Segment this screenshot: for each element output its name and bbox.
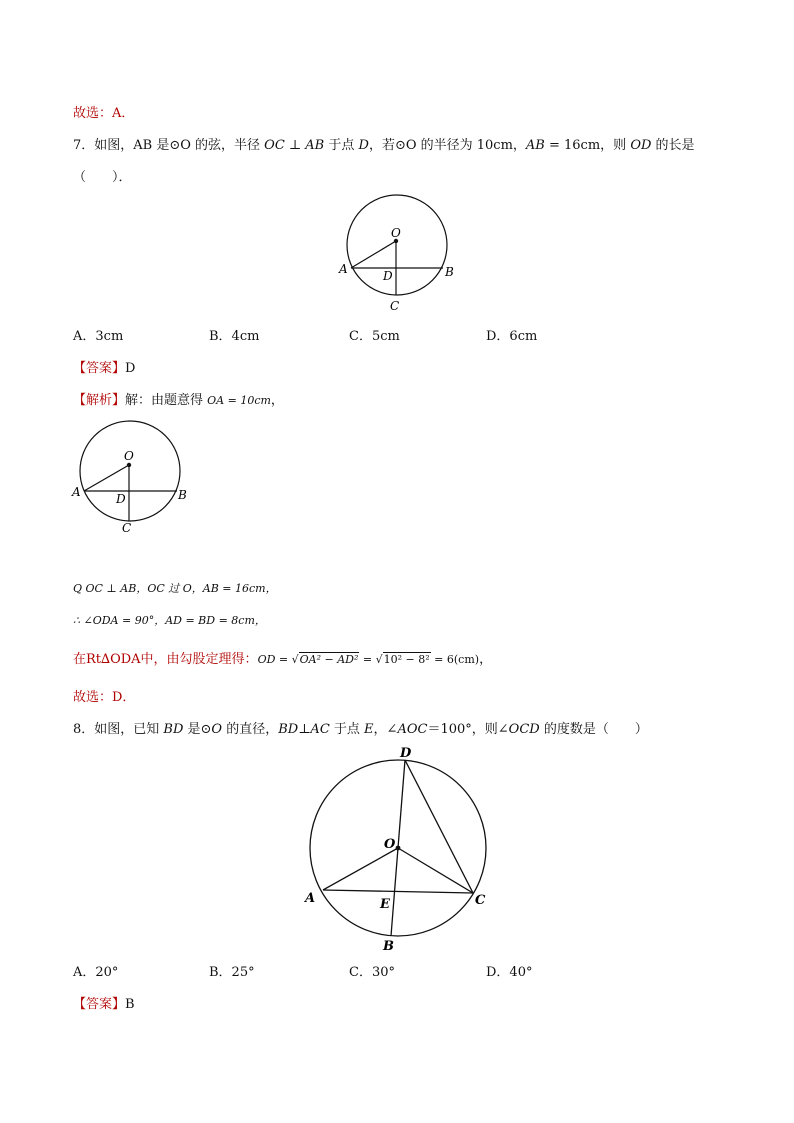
q8-segment-oa <box>323 848 398 890</box>
q8-question: 8．如图，已知 BD 是⊙O 的直径，BD⊥AC 于点 E，∠AOC＝100°，则∠OCD 的度数是（ ） <box>73 722 648 737</box>
q8-label-b: B <box>383 939 394 954</box>
q7-analysis-label-d: D <box>116 492 126 506</box>
q7-analysis-circle <box>80 421 180 521</box>
q8-option-a[interactable]: A．20° <box>73 965 119 980</box>
q7-option-c[interactable]: C．5cm <box>349 329 400 344</box>
q8-option-d[interactable]: D．40° <box>486 965 533 980</box>
q7-conclusion: 故选：D． <box>73 690 136 705</box>
q7-question-line1: 7．如图，AB 是⊙O 的弦，半径 OC ⊥ AB 于点 D，若⊙O 的半径为 10cm，AB = 16cm，则 OD 的长是 <box>73 138 695 153</box>
q8-point-o <box>396 846 401 851</box>
q8-chord-ac <box>323 890 473 893</box>
q7-analysis-label-b: B <box>178 488 187 502</box>
q7-question-line2: （ ）． <box>73 170 132 185</box>
q7-circle <box>347 195 447 295</box>
q7-analysis-figure <box>68 420 198 540</box>
q8-label-e: E <box>380 897 390 912</box>
q8-circle-figure <box>295 742 505 954</box>
q7-analysis-label-a: A <box>72 485 81 499</box>
q8-label-a: A <box>305 891 316 906</box>
q8-answer: 【答案】B <box>73 997 135 1012</box>
q7-option-a[interactable]: A．3cm <box>73 329 124 344</box>
q7-option-d[interactable]: D．6cm <box>486 329 538 344</box>
sqrt-sign: √ <box>291 653 299 666</box>
q8-label-o: O <box>384 837 396 852</box>
q7-analysis-point-o <box>127 463 131 467</box>
q8-label-d: D <box>400 746 412 761</box>
q8-option-c[interactable]: C．30° <box>349 965 395 980</box>
q7-label-b: B <box>445 265 454 279</box>
q7-step3: 在Rt∆ODA中，由勾股定理得：OD = √OA² − AD² = √10² − 8² = 6(cm)， <box>73 652 493 667</box>
q6-conclusion: 故选：A． <box>73 106 135 121</box>
q7-answer: 【答案】D <box>73 361 136 376</box>
q7-step1: Q OC ⊥ AB，OC 过 O，AB = 16cm， <box>73 582 277 595</box>
q7-label-o: O <box>391 226 401 240</box>
q7-radius-oa <box>351 241 396 268</box>
q7-analysis-intro: 【解析】解：由题意得 OA = 10cm， <box>73 393 284 408</box>
sqrt-sign-2: √ <box>375 653 383 666</box>
q7-analysis-radius-oa <box>84 465 129 491</box>
q8-label-c: C <box>475 893 486 908</box>
q8-option-b[interactable]: B．25° <box>209 965 255 980</box>
q7-circle-figure <box>330 195 470 315</box>
q7-label-a: A <box>339 262 348 276</box>
q7-option-b[interactable]: B．4cm <box>209 329 260 344</box>
q7-label-c: C <box>390 299 400 313</box>
q7-analysis-label-c: C <box>122 521 132 535</box>
q7-label-d: D <box>383 269 393 283</box>
q7-step2: ∴ ∠ODA = 90°，AD = BD = 8cm， <box>73 614 266 627</box>
q7-analysis-label-o: O <box>124 449 134 463</box>
